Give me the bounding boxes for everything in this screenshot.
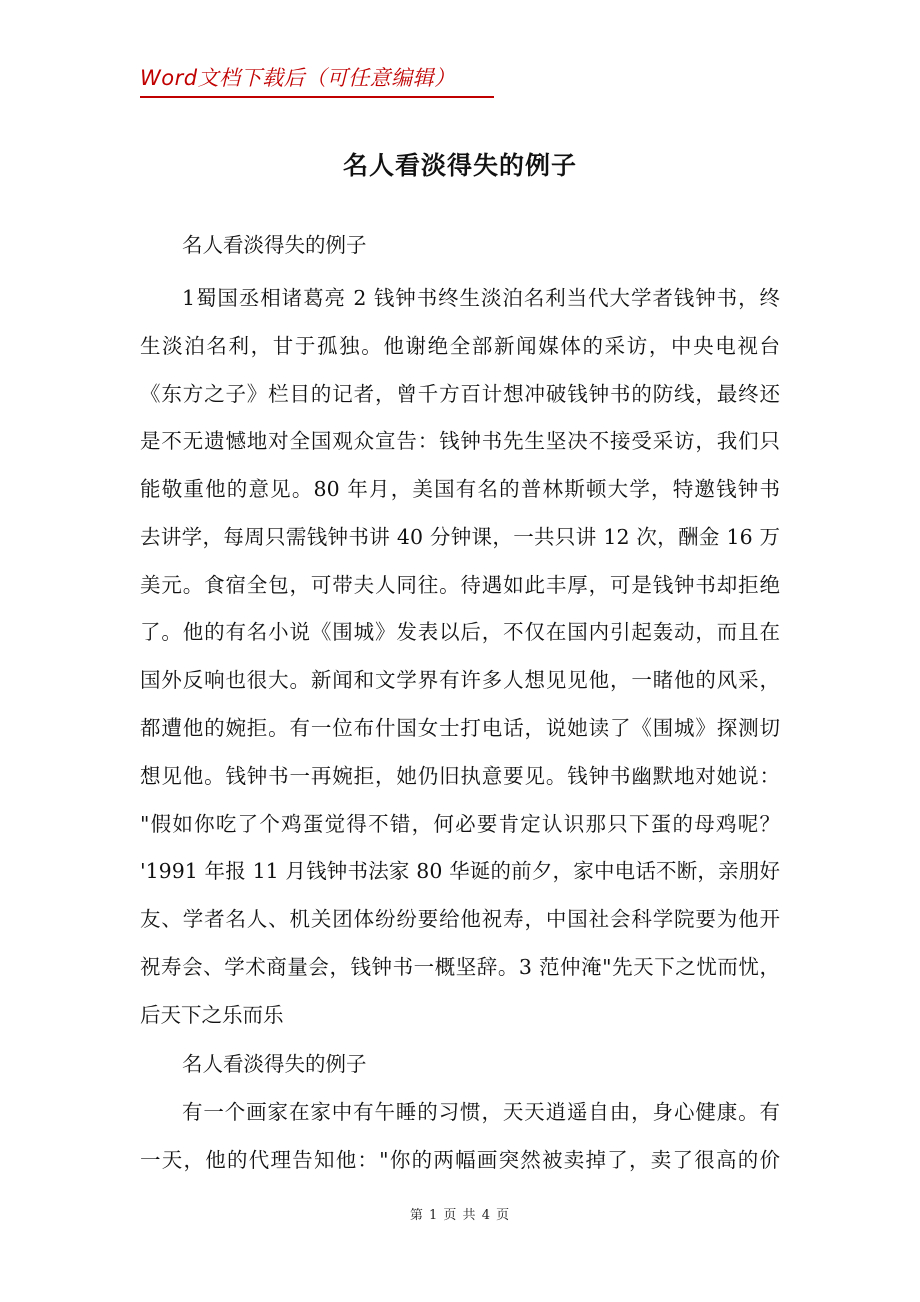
text-line: 想见他。钱钟书一再婉拒，她仍旧执意要见。钱钟书幽默地对她说： xyxy=(140,764,780,788)
text-line: 一天，他的代理告知他："你的两幅画突然被卖掉了，卖了很高的价 xyxy=(140,1148,780,1172)
text-line: 国外反响也很大。新闻和文学界有许多人想见见他，一睹他的风采， xyxy=(140,668,780,692)
text-line: 是不无遗憾地对全国观众宣告：钱钟书先生坚决不接受采访，我们只 xyxy=(140,429,780,453)
text-line: "假如你吃了个鸡蛋觉得不错，何必要肯定认识那只下蛋的母鸡呢？ xyxy=(140,812,780,836)
text-line: 《东方之子》栏目的记者，曾千方百计想冲破钱钟书的防线，最终还 xyxy=(140,382,780,406)
text-line: 1蜀国丞相诸葛亮 2 钱钟书终生淡泊名利当代大学者钱钟书，终 xyxy=(182,286,780,310)
text-line: '1991 年报 11 月钱钟书法家 80 华诞的前夕，家中电话不断，亲朋好 xyxy=(140,859,780,883)
page-footer: 第 1 页 共 4 页 xyxy=(409,1208,511,1223)
text-line: 祝寿会、学术商量会，钱钟书一概坚辞。3 范仲淹"先天下之忧而忧， xyxy=(140,955,780,979)
text-line: 能敬重他的意见。80 年月，美国有名的普林斯顿大学，特邀钱钟书 xyxy=(140,477,780,501)
text-line: 后天下之乐而乐 xyxy=(140,1003,284,1027)
text-line: 美元。食宿全包，可带夫人同往。待遇如此丰厚，可是钱钟书却拒绝 xyxy=(140,573,780,597)
paragraph-heading: 名人看淡得失的例子 xyxy=(182,1052,367,1076)
document-title: 名人看淡得失的例子 xyxy=(342,151,577,180)
paragraph-heading: 名人看淡得失的例子 xyxy=(182,233,367,257)
text-line: 有一个画家在家中有午睡的习惯，天天逍遥自由，身心健康。有 xyxy=(182,1100,780,1124)
text-line: 了。他的有名小说《围城》发表以后，不仅在国内引起轰动，而且在 xyxy=(140,620,780,644)
header-text: Word文档下载后（可任意编辑） xyxy=(140,66,456,90)
text-line: 去讲学，每周只需钱钟书讲 40 分钟课，一共只讲 12 次，酬金 16 万 xyxy=(140,525,780,549)
document-header xyxy=(140,60,494,98)
text-line: 都遭他的婉拒。有一位布什国女士打电话，说她读了《围城》探测切 xyxy=(140,716,780,740)
text-line: 友、学者名人、机关团体纷纷要给他祝寿，中国社会科学院要为他开 xyxy=(140,907,780,931)
text-line: 生淡泊名利，甘于孤独。他谢绝全部新闻媒体的采访，中央电视台 xyxy=(140,334,780,358)
